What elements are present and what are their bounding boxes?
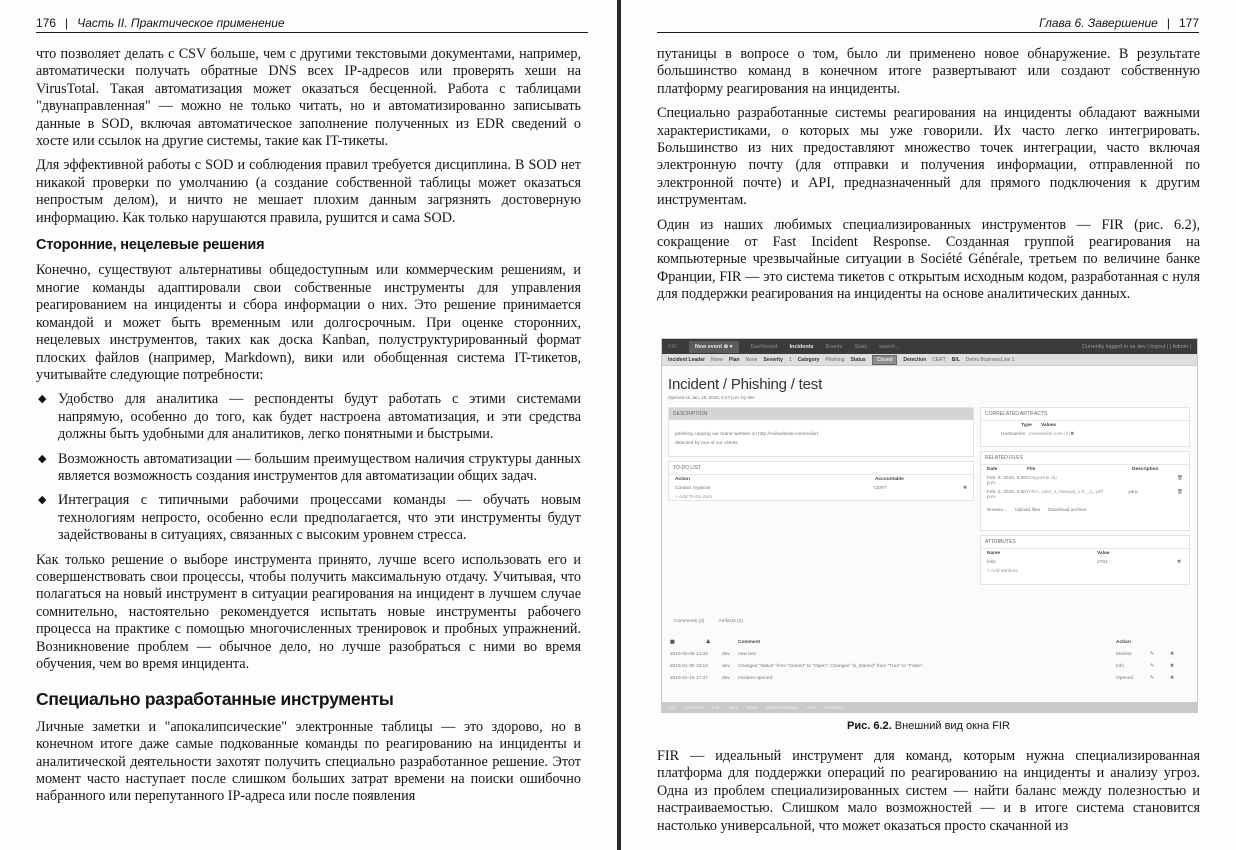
nav-stats: Stats xyxy=(854,343,867,350)
tab-artifacts: Artifacts (2) xyxy=(718,619,743,624)
artifact-type: Hostnames xyxy=(1001,432,1026,437)
col-action: Action xyxy=(1116,639,1131,645)
user-status: Currently logged in as dev | logout | | Admin | xyxy=(1081,343,1191,350)
panel-header: ATTRIBUTES xyxy=(981,536,1189,549)
artifact-value: evilwebsite.com (2) xyxy=(1029,432,1071,437)
delete-icon: ✖ xyxy=(962,486,967,491)
col-values: Values xyxy=(1041,423,1057,428)
comment-date: 2015-01-30 19:10 xyxy=(670,663,708,669)
download-archive-button: Download archive xyxy=(1048,508,1087,513)
action-open: Open xyxy=(727,704,739,710)
meta-label: B/L xyxy=(951,356,960,363)
col-action: Action xyxy=(675,477,690,482)
chapter-title: Глава 6. Завершение xyxy=(1039,16,1158,30)
panel-header: CORRELATED ARTIFACTS xyxy=(981,408,1189,421)
todo-panel xyxy=(668,461,974,501)
file-description: yara xyxy=(1128,490,1138,495)
file-date: Feb. 5, 2015, 5:50 p.m. xyxy=(987,490,1026,500)
action-edit: Edit xyxy=(711,704,720,710)
upload-files-button: Upload files xyxy=(1015,508,1041,513)
comments-table xyxy=(670,636,1190,684)
right-page-body xyxy=(657,46,1200,311)
browse-button: Browse... xyxy=(987,508,1007,513)
comment-text: Changed "status" from "Closed" to "Open"; Changed "is_starred" from "True" to "False". xyxy=(738,663,924,669)
comment-action: Info xyxy=(1116,663,1125,669)
delete-icon: ✖ xyxy=(1070,432,1075,437)
trash-icon: 🗑 xyxy=(1176,476,1183,481)
figure-action-bar xyxy=(662,702,1197,712)
correlated-artifacts-panel xyxy=(980,407,1190,447)
comment-action: Monitor xyxy=(1116,651,1132,657)
right-page-body-after-figure xyxy=(657,748,1200,835)
part-title: Часть II. Практическое применение xyxy=(77,16,285,30)
paragraph: Как только решение о выборе инструмента принято, лучше всего использовать его и совершенствовать свои процессы, чтобы получить максимальную отдачу. Учитывая, что полагаться на новый инструмент в ситуации реагирования на инцидент в лучшем случае сомнительно, настоятельно рекомендуется испытать новые инструменты рабочего процесса на практике с помощью многочисленных тренировок и пробных упражнений. Возникновение проблем — обычное дело, но лучше разобраться с ними во время обучения, чем во время инцидента. xyxy=(36,551,581,672)
paragraph: FIR — идеальный инструмент для команд, которым нужна специализированная платформа для поддержки операций по реагированию на инциденты и анализу угроз. Одна из проблем специализированных систем — найти баланс между полезностью и настраиваемостью. Слишком мало возможностей — и в итоге система становится настолько универсальной, что может оказаться просто скачанной из xyxy=(657,748,1200,834)
col-description: Description xyxy=(1132,467,1159,472)
todo-accountable: CERT xyxy=(873,486,887,491)
page-number: 177 xyxy=(1178,16,1199,30)
meta-value: Phishing xyxy=(825,356,845,363)
col-date: Date xyxy=(987,467,998,472)
delete-icon: ✖ xyxy=(1170,651,1175,657)
todo-action: Contact registrar xyxy=(675,486,711,491)
caption-label: Рис. 6.2. xyxy=(847,720,892,732)
new-event-label: New event ⊕ xyxy=(694,343,729,350)
incident-meta-bar xyxy=(662,354,1197,366)
meta-label: Incident Leader xyxy=(668,356,705,363)
paragraph: Личные заметки и "апокалипсические" электронные таблицы — это здорово, но в конечном итоге даже самые подкованные команды по реагированию на инциденты и аналитической деятельности захотят получить специально разработанное решение. Этот момент часто наступает после слишком больших затрат времени на поиски ошибочно набранного или перепутанного IP-адреса или после появления xyxy=(36,718,581,805)
nav-search: search... xyxy=(878,343,901,350)
bullet-item: ◆ Удобство для аналитика — респонденты будут работать с этими системами напрямую, особенно до того, как будет настроена автоматизация, и эти средства должны быть удобными для аналитиков, легко понятными и быстрыми. xyxy=(36,391,581,443)
figure-tabs xyxy=(674,619,743,624)
paragraph: Один из наших любимых специализированных инструментов — FIR (рис. 6.2), сокращение от Fast Incident Response. Созданная группой реагирования на компьютерные чрезвычайные ситуации в Société Générale, третьем по величине банке Франции, FIR — это система тикетов с открытым исходным кодом, разработанная с нуля для поддержки реагирования на инциденты на основе аналитических данных. xyxy=(657,216,1200,303)
description-panel xyxy=(668,407,974,457)
subheading: Сторонние, нецелевые решения xyxy=(36,237,265,254)
delete-icon: ✖ xyxy=(1177,560,1182,565)
comment-action: Opened xyxy=(1116,675,1134,681)
description-line: detected by one of our clients xyxy=(675,441,738,446)
file-name: YARA_User_s_Manual_1.6__1_.pdf xyxy=(1025,490,1103,495)
caption-text: Внешний вид окна FIR xyxy=(891,720,1010,732)
running-head-right xyxy=(657,15,1199,33)
meta-value: None xyxy=(745,356,758,363)
fir-brand: FIR xyxy=(668,343,677,350)
fir-navbar xyxy=(662,339,1197,354)
comment-user: dev xyxy=(722,651,730,657)
meta-label: Category xyxy=(797,356,820,363)
incident-opened: Opened on Jan. 15, 2015, 5:47 p.m. by dev xyxy=(668,395,755,400)
bullet-item: ◆ Возможность автоматизации — большим преимуществом наличия структуры данных является возможность создания инструментов для автоматизации общих задач. xyxy=(36,451,581,486)
meta-label: Status xyxy=(850,356,866,363)
paragraph: что позволяет делать с CSV больше, чем с другими текстовыми документами, например, автоматически получать обратные DNS всех IP-адресов или проверять хеши на VirusTotal. Такая автоматизация может оказаться бесценной. Работа с таблицами "двунаправленная" — можно не только читать, но и автоматизированно записывать данные в SOD, включая автоматическое заполнение полученных из EDR сведений о хосте или ссылок на другие системы, такие как IT-тикеты. xyxy=(36,46,581,150)
panel-header: RELATED FILES xyxy=(981,452,1189,465)
figure-caption xyxy=(621,720,1236,732)
nav-dashboard: Dashboard xyxy=(750,343,778,350)
right-page xyxy=(621,0,1236,850)
meta-label: Plan xyxy=(728,356,740,363)
paragraph: Конечно, существуют альтернативы общедоступным или коммерческим решениям, и многие команды адаптировали свои собственные инструменты для управления реагированием на инциденты и сбора информации о них. Это решение принимается командой и может быть временным или долгосрочным. При оценке сторонних, нецелевых инструментов, таких как доска Kanban, полуструктурированный формат плоских файлов (например, Markdown), вики или обобщенная система IT-тикетов, учитывайте следующие потребности: xyxy=(36,262,581,383)
attribute-value: 2784 xyxy=(1097,560,1108,565)
related-files-panel xyxy=(980,451,1190,531)
action-comment: Comment xyxy=(684,704,704,710)
running-head-separator: | xyxy=(65,16,69,30)
paragraph: путаницы в вопросе о том, было ли применено новое обнаружение. В результате большинство команд в конечном итоге развертывают или создают собственную платформу реагирования на инциденты. xyxy=(657,46,1200,97)
left-page xyxy=(0,0,617,850)
trash-icon: 🗑 xyxy=(1176,490,1183,495)
panel-header: TO-DO LIST xyxy=(669,462,973,475)
file-description xyxy=(1128,476,1177,486)
fir-screenshot-figure xyxy=(661,338,1198,713)
attribute-name: loss xyxy=(987,560,996,565)
add-attribute-link: + Add attribute xyxy=(987,569,1019,574)
paragraph: Специально разработанные системы реагирования на инциденты обладают важными характеристиками, о которых мы уже говорили. Их часто легко интегрировать. Большинство из них предоставляют множество точек интеграции, часто включая электронную почту (для отправки и получения информации, отправленной по электронной почте) и API, предназначенный для прямого подключения к другим инструментам. xyxy=(657,105,1200,209)
col-file: File xyxy=(1027,467,1036,472)
paragraph: Для эффективной работы с SOD и соблюдения правил требуется дисциплина. В SOD нет никакой проверки по умолчанию (а создание собственной таблицы может оказаться непростым делом), и ничто не мешает плохим данным загрязнять достоверную информацию. Как только нарушаются правила, рушится и сама SOD. xyxy=(36,157,581,226)
comment-text: Incident opened xyxy=(738,675,773,681)
add-todo-link: + Add To-Do Item xyxy=(675,495,713,500)
col-accountable: Accountable xyxy=(875,477,904,482)
meta-label: Detection xyxy=(903,356,927,363)
action-takedown: Takedown xyxy=(824,704,845,710)
running-head-separator: | xyxy=(1166,16,1170,30)
meta-value: CERT xyxy=(932,356,946,363)
comment-date: 2015-01-15 17:47 xyxy=(670,675,708,681)
nav-incidents: Incidents xyxy=(789,343,814,350)
attributes-panel xyxy=(980,535,1190,585)
meta-value: None xyxy=(710,356,723,363)
meta-value: Demo BusinessLine 1 xyxy=(965,356,1015,363)
col-comment: Comment xyxy=(738,639,761,645)
user-icon: ♟ xyxy=(706,639,711,645)
col-type: Type xyxy=(1021,423,1032,428)
action-alert: Alert xyxy=(806,704,817,710)
edit-icon: ✎ xyxy=(1150,675,1155,681)
new-event-button xyxy=(689,341,739,353)
meta-value: 1 xyxy=(788,356,792,363)
comment-user: dev xyxy=(722,663,730,669)
action-incident-followup: Incident followup xyxy=(765,704,799,710)
page-number: 176 xyxy=(36,16,57,30)
delete-icon: ✖ xyxy=(1170,675,1175,681)
edit-icon: ✎ xyxy=(1150,663,1155,669)
comment-date: 2015-02-09 14:32 xyxy=(670,651,708,657)
file-date: Feb. 5, 2015, 5:20 p.m. xyxy=(987,476,1026,486)
panel-header: DESCRIPTION xyxy=(669,408,973,420)
meta-label: Severity xyxy=(763,356,783,363)
edit-icon: ✎ xyxy=(1150,651,1155,657)
description-line: phishing copying our brand website on http://evilwebsite.com/evilurl xyxy=(675,432,818,437)
bullet-list xyxy=(36,391,581,544)
delete-icon: ✖ xyxy=(1170,663,1175,669)
tab-comments: Comments (3) xyxy=(674,619,705,624)
calendar-icon: ▦ xyxy=(670,639,675,645)
section-heading: Специально разработанные инструменты xyxy=(36,689,394,710)
running-head-left xyxy=(36,15,588,33)
caret-down-icon: ▾ xyxy=(729,343,733,350)
nav-events: Events xyxy=(825,343,843,350)
col-value: Value xyxy=(1097,551,1110,556)
comment-user: dev xyxy=(722,675,730,681)
action-block: Block xyxy=(746,704,758,710)
incident-title: Incident / Phishing / test xyxy=(668,376,823,393)
comment-text: new test xyxy=(738,651,756,657)
status-badge: Closed xyxy=(872,355,898,365)
bullet-item: ◆ Интеграция с типичными рабочими процессами команды — обучать новым технологиям непросто, особенно если предполагается, что эти инструменты будут задействованы в ситуациях, связанных с высоким уровнем стресса. xyxy=(36,492,581,544)
action-add: Add xyxy=(668,704,677,710)
left-page-body xyxy=(36,46,581,813)
file-name: MongoHub.zip xyxy=(1025,476,1057,481)
col-name: Name xyxy=(987,551,1001,556)
